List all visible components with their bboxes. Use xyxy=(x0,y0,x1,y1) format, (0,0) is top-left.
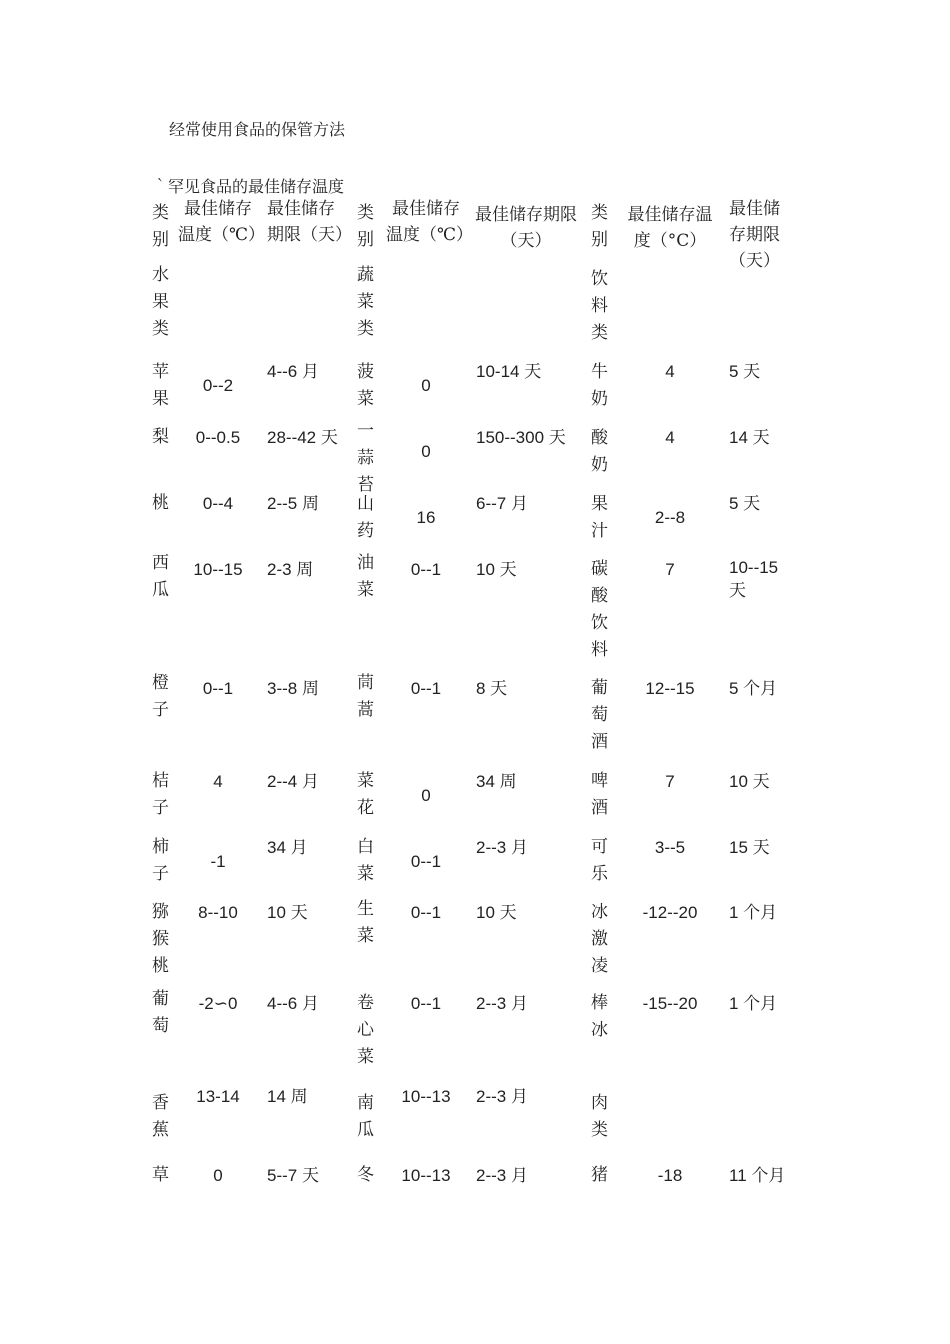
veg-period: 2--3 月 xyxy=(476,994,528,1013)
drink-period: 15 天 xyxy=(729,838,770,857)
veg-temp: 0--1 xyxy=(410,679,442,698)
table-caption: ｀罕见食品的最佳储存温度 xyxy=(152,177,345,196)
header-temp-veg: 最佳储存温度（℃） xyxy=(386,199,474,245)
fruit-temp: 8--10 xyxy=(198,903,238,922)
drink-period: 10 天 xyxy=(729,772,770,791)
veg-period: 10-14 天 xyxy=(476,362,542,381)
veg-name: 茼蒿 xyxy=(357,673,374,720)
veg-name: 菜花 xyxy=(357,771,374,818)
fruit-name: 梨 xyxy=(152,427,169,447)
fruit-temp: 4 xyxy=(213,772,223,791)
veg-period: 150--300 天 xyxy=(476,428,566,447)
drink-period: 1 个月 xyxy=(729,903,778,922)
header-period-veg: 最佳储存期限（天） xyxy=(475,205,577,251)
drink-name: 牛奶 xyxy=(591,362,608,409)
veg-temp: 0--1 xyxy=(410,560,442,579)
veg-name: 油菜 xyxy=(357,553,374,600)
fruit-temp: 13-14 xyxy=(196,1087,240,1106)
fruit-period: 5--7 天 xyxy=(267,1166,319,1185)
drink-name: 棒冰 xyxy=(591,993,608,1040)
section-fruit-label: 水果类 xyxy=(152,265,169,339)
drink-name: 酸奶 xyxy=(591,428,608,475)
fruit-name: 桃 xyxy=(152,493,169,513)
veg-name: 菠菜 xyxy=(357,362,374,409)
drink-temp: 12--15 xyxy=(645,679,695,698)
veg-name: 生菜 xyxy=(357,899,374,946)
drink-name: 碳酸饮料 xyxy=(591,559,608,660)
drink-period: 14 天 xyxy=(729,428,770,447)
fruit-temp: -2∽0 xyxy=(198,994,238,1013)
veg-temp: 16 xyxy=(416,508,436,527)
page-title: 经常使用食品的保管方法 xyxy=(169,120,346,139)
veg-temp: 0 xyxy=(421,442,431,461)
fruit-period: 34 月 xyxy=(267,838,308,857)
drink-period: 1 个月 xyxy=(729,994,778,1013)
fruit-name: 柿子 xyxy=(152,837,169,884)
section-veg-label: 蔬菜类 xyxy=(357,265,374,339)
drink-temp: 3--5 xyxy=(654,838,686,857)
drink-period: 11 个月 xyxy=(729,1166,786,1185)
drink-temp: 4 xyxy=(665,362,675,381)
fruit-temp: 0--4 xyxy=(202,494,234,513)
fruit-temp: -1 xyxy=(210,852,226,871)
veg-period: 10 天 xyxy=(476,560,517,579)
fruit-period: 2--5 周 xyxy=(267,494,319,513)
fruit-period: 3--8 周 xyxy=(267,679,319,698)
fruit-name: 草 xyxy=(152,1165,169,1185)
fruit-period: 14 周 xyxy=(267,1087,308,1106)
veg-period: 2--3 月 xyxy=(476,838,528,857)
veg-name: 卷心菜 xyxy=(357,993,374,1067)
veg-name: 山药 xyxy=(357,494,374,541)
drink-name: 葡萄酒 xyxy=(591,678,608,752)
veg-temp: 10--13 xyxy=(401,1087,451,1106)
fruit-period: 2-3 周 xyxy=(267,560,314,579)
fruit-temp: 10--15 xyxy=(193,560,243,579)
fruit-temp: 0--2 xyxy=(202,376,234,395)
fruit-period: 4--6 月 xyxy=(267,994,319,1013)
fruit-period: 4--6 月 xyxy=(267,362,319,381)
veg-temp: 0--1 xyxy=(410,994,442,1013)
fruit-period: 10 天 xyxy=(267,903,308,922)
veg-name: 一蒜苔 xyxy=(357,421,374,495)
veg-period: 8 天 xyxy=(476,679,508,698)
fruit-name: 橙子 xyxy=(152,673,169,720)
drink-period: 5 天 xyxy=(729,494,761,513)
header-category-drink: 类别 xyxy=(591,203,608,250)
drink-temp: 7 xyxy=(665,560,675,579)
fruit-name: 桔子 xyxy=(152,771,169,818)
header-category-fruit: 类别 xyxy=(152,203,169,250)
veg-period: 2--3 月 xyxy=(476,1166,528,1185)
fruit-period: 2--4 月 xyxy=(267,772,319,791)
veg-name: 南瓜 xyxy=(357,1093,374,1140)
fruit-name: 葡萄 xyxy=(152,989,169,1036)
section-drink-label: 饮料类 xyxy=(591,269,608,343)
veg-period: 10 天 xyxy=(476,903,517,922)
veg-period: 2--3 月 xyxy=(476,1087,528,1106)
drink-name: 猪 xyxy=(591,1165,608,1185)
veg-period: 34 周 xyxy=(476,772,517,791)
drink-period: 10--15 天 xyxy=(729,558,779,600)
header-period-fruit: 最佳储存期限（天） xyxy=(267,199,352,245)
header-category-veg: 类别 xyxy=(357,203,374,250)
fruit-temp: 0 xyxy=(213,1166,223,1185)
veg-name: 白菜 xyxy=(357,837,374,884)
header-temp-drink: 最佳储存温度（°C） xyxy=(627,205,713,251)
drink-temp: 4 xyxy=(665,428,675,447)
fruit-temp: 0--0.5 xyxy=(195,428,241,447)
veg-name: 冬 xyxy=(357,1165,374,1185)
drink-period: 5 天 xyxy=(729,362,761,381)
veg-temp: 0--1 xyxy=(410,903,442,922)
fruit-period: 28--42 天 xyxy=(267,428,338,447)
drink-temp: -18 xyxy=(657,1166,683,1185)
veg-period: 6--7 月 xyxy=(476,494,528,513)
veg-temp: 10--13 xyxy=(401,1166,451,1185)
fruit-name: 猕猴桃 xyxy=(152,902,169,976)
drink-period: 5 个月 xyxy=(729,679,778,698)
drink-name: 肉类 xyxy=(591,1093,608,1140)
fruit-name: 苹果 xyxy=(152,362,169,409)
fruit-name: 西瓜 xyxy=(152,553,169,600)
header-period-drink: 最佳储存期限（天） xyxy=(729,199,780,271)
fruit-temp: 0--1 xyxy=(202,679,234,698)
veg-temp: 0 xyxy=(421,786,431,805)
drink-temp: -15--20 xyxy=(642,994,698,1013)
drink-temp: 7 xyxy=(665,772,675,791)
header-temp-fruit: 最佳储存温度（℃） xyxy=(178,199,266,245)
drink-name: 啤酒 xyxy=(591,771,608,818)
fruit-name: 香蕉 xyxy=(152,1093,169,1140)
drink-name: 果汁 xyxy=(591,494,608,541)
drink-temp: 2--8 xyxy=(654,508,686,527)
veg-temp: 0--1 xyxy=(410,852,442,871)
drink-name: 冰激凌 xyxy=(591,902,608,976)
veg-temp: 0 xyxy=(421,376,431,395)
drink-name: 可乐 xyxy=(591,837,608,884)
drink-temp: -12--20 xyxy=(642,903,698,922)
